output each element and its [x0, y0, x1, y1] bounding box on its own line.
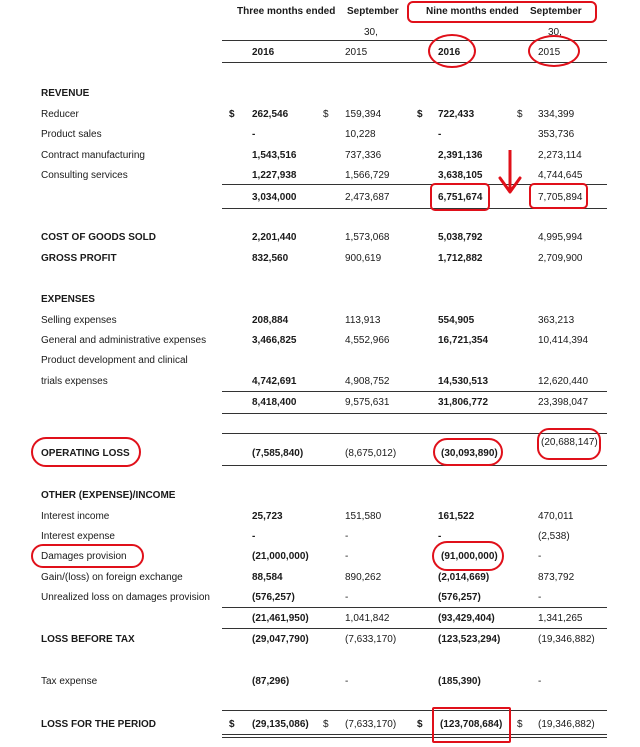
subtotal-value: 8,418,400 — [252, 397, 297, 408]
row-label: LOSS FOR THE PERIOD — [41, 719, 157, 730]
currency-sign: $ — [229, 109, 235, 120]
cell-value: 2,273,114 — [538, 150, 582, 161]
subtotal-value: 31,806,772 — [438, 397, 489, 408]
row-label: Selling expenses — [41, 315, 117, 326]
row-label: Damages provision — [41, 551, 127, 562]
subtotal-rule — [222, 710, 607, 711]
cell-value: (91,000,000) — [441, 551, 498, 562]
subtotal-rule — [222, 737, 607, 738]
cell-value: 16,721,354 — [438, 335, 489, 346]
cell-value: 208,884 — [252, 315, 289, 326]
cell-value: - — [438, 129, 442, 140]
cell-value: (29,135,086) — [252, 719, 309, 730]
cell-value: (21,000,000) — [252, 551, 309, 562]
header-thirty-right: 30, — [548, 27, 562, 38]
cell-value: 3,638,105 — [438, 170, 483, 181]
subtotal-rule — [222, 607, 607, 608]
cell-value: 1,712,882 — [438, 253, 483, 264]
cell-value: (8,675,012) — [345, 448, 397, 459]
subtotal-value: 1,041,842 — [345, 613, 390, 624]
cell-value: 2,201,440 — [252, 232, 297, 243]
currency-sign: $ — [517, 109, 523, 120]
cell-value: 722,433 — [438, 109, 475, 120]
cell-value: 1,566,729 — [345, 170, 390, 181]
cell-value: - — [252, 531, 256, 542]
row-label: Interest income — [41, 511, 110, 522]
cell-value: - — [345, 531, 349, 542]
cell-value: (87,296) — [252, 676, 290, 687]
header-nine-months: Nine months ended — [426, 6, 519, 17]
header-september-left: September — [347, 6, 399, 17]
cell-value: 262,546 — [252, 109, 289, 120]
cell-value: (576,257) — [252, 592, 295, 603]
cell-value: 554,905 — [438, 315, 475, 326]
section-expenses: EXPENSES — [41, 294, 95, 305]
subtotal-value: 2,473,687 — [345, 192, 390, 203]
year-2015-q: 2015 — [345, 47, 368, 58]
currency-sign: $ — [517, 719, 523, 730]
currency-sign: $ — [417, 719, 423, 730]
cell-value: (185,390) — [438, 676, 481, 687]
cell-value: 2,391,136 — [438, 150, 483, 161]
row-label: Consulting services — [41, 170, 128, 181]
cell-value: 363,213 — [538, 315, 575, 326]
cell-value: 832,560 — [252, 253, 289, 264]
currency-sign: $ — [323, 109, 329, 120]
subtotal-rule — [222, 734, 607, 735]
subtotal-value: 3,034,000 — [252, 192, 297, 203]
header-thirty-left: 30, — [364, 27, 378, 38]
year-2016-q: 2016 — [252, 47, 275, 58]
annotation-highlight — [537, 428, 601, 460]
row-label: Interest expense — [41, 531, 115, 542]
row-label: Product sales — [41, 129, 102, 140]
cell-value: 10,414,394 — [538, 335, 589, 346]
row-label: LOSS BEFORE TAX — [41, 634, 135, 645]
row-label: Tax expense — [41, 676, 98, 687]
cell-value: 890,262 — [345, 572, 382, 583]
cell-value: (123,708,684) — [440, 719, 503, 730]
cell-value: 470,011 — [538, 511, 574, 522]
cell-value: (29,047,790) — [252, 634, 309, 645]
cell-value: 25,723 — [252, 511, 283, 522]
row-label: Gain/(loss) on foreign exchange — [41, 572, 183, 583]
cell-value: 10,228 — [345, 129, 376, 140]
cell-value: (2,014,669) — [438, 572, 490, 583]
cell-value: (19,346,882) — [538, 719, 595, 730]
cell-value: (2,538) — [538, 531, 570, 542]
currency-sign: $ — [417, 109, 423, 120]
cell-value: (7,633,170) — [345, 634, 397, 645]
cell-value: (576,257) — [438, 592, 481, 603]
cell-value: 4,908,752 — [345, 376, 390, 387]
row-label: Product development and clinical — [41, 355, 188, 366]
subtotal-rule — [222, 628, 607, 629]
cell-value: 873,792 — [538, 572, 575, 583]
cell-value: - — [345, 551, 349, 562]
cell-value: 1,543,516 — [252, 150, 297, 161]
cell-value: (123,523,294) — [438, 634, 501, 645]
cell-value: 1,573,068 — [345, 232, 390, 243]
cell-value: 353,736 — [538, 129, 575, 140]
section-revenue: REVENUE — [41, 88, 90, 99]
row-label: Contract manufacturing — [41, 150, 145, 161]
annotation-highlight — [528, 35, 580, 67]
down-arrow-icon — [497, 150, 523, 196]
annotation-highlight — [433, 438, 503, 466]
subtotal-rule — [222, 391, 607, 392]
currency-sign: $ — [229, 719, 235, 730]
row-label: GROSS PROFIT — [41, 253, 117, 264]
cell-value: 2,709,900 — [538, 253, 583, 264]
year-2016-ytd: 2016 — [438, 47, 461, 58]
annotation-highlight — [31, 544, 144, 568]
cell-value: 88,584 — [252, 572, 283, 583]
cell-value: 159,394 — [345, 109, 382, 120]
cell-value: (20,688,147) — [541, 437, 598, 448]
section-other: OTHER (EXPENSE)/INCOME — [41, 490, 176, 501]
cell-value: 1,227,938 — [252, 170, 297, 181]
cell-value: 14,530,513 — [438, 376, 489, 387]
cell-value: 161,522 — [438, 511, 475, 522]
subtotal-value: (93,429,404) — [438, 613, 495, 624]
cell-value: 4,742,691 — [252, 376, 297, 387]
cell-value: 900,619 — [345, 253, 382, 264]
cell-value: 4,995,994 — [538, 232, 583, 243]
cell-value: 3,466,825 — [252, 335, 297, 346]
cell-value: 12,620,440 — [538, 376, 589, 387]
row-label: General and administrative expenses — [41, 335, 207, 346]
cell-value: 4,552,966 — [345, 335, 390, 346]
annotation-highlight — [428, 34, 476, 68]
annotation-highlight — [529, 183, 588, 209]
cell-value: (19,346,882) — [538, 634, 595, 645]
subtotal-value: 6,751,674 — [438, 192, 483, 203]
subtotal-value: 1,341,265 — [538, 613, 583, 624]
cell-value: - — [538, 676, 542, 687]
subtotal-value: (21,461,950) — [252, 613, 309, 624]
cell-value: - — [345, 676, 349, 687]
row-label: OPERATING LOSS — [41, 448, 130, 459]
cell-value: - — [538, 592, 542, 603]
subtotal-rule — [222, 413, 607, 414]
subtotal-value: 23,398,047 — [538, 397, 589, 408]
cell-value: 151,580 — [345, 511, 382, 522]
annotation-highlight — [407, 1, 597, 23]
cell-value: - — [438, 531, 442, 542]
annotation-highlight — [432, 707, 511, 743]
subtotal-value: 7,705,894 — [538, 192, 583, 203]
row-label: Unrealized loss on damages provision — [41, 592, 210, 603]
subtotal-rule — [222, 465, 607, 466]
row-label: trials expenses — [41, 376, 108, 387]
annotation-highlight — [430, 183, 490, 211]
row-label: COST OF GOODS SOLD — [41, 232, 157, 243]
annotation-highlight — [31, 437, 141, 467]
cell-value: - — [345, 592, 349, 603]
cell-value: 4,744,645 — [538, 170, 583, 181]
cell-value: (7,585,840) — [252, 448, 304, 459]
cell-value: - — [538, 551, 542, 562]
row-label: Reducer — [41, 109, 79, 120]
cell-value: 334,399 — [538, 109, 575, 120]
subtotal-value: 9,575,631 — [345, 397, 390, 408]
currency-sign: $ — [323, 719, 329, 730]
header-september-right: September — [530, 6, 582, 17]
cell-value: 113,913 — [345, 315, 381, 326]
cell-value: - — [252, 129, 256, 140]
header-three-months: Three months ended — [237, 6, 336, 17]
cell-value: (30,093,890) — [441, 448, 498, 459]
annotation-highlight — [432, 541, 504, 571]
year-2015-ytd: 2015 — [538, 47, 561, 58]
cell-value: 5,038,792 — [438, 232, 483, 243]
cell-value: 737,336 — [345, 150, 382, 161]
cell-value: (7,633,170) — [345, 719, 397, 730]
